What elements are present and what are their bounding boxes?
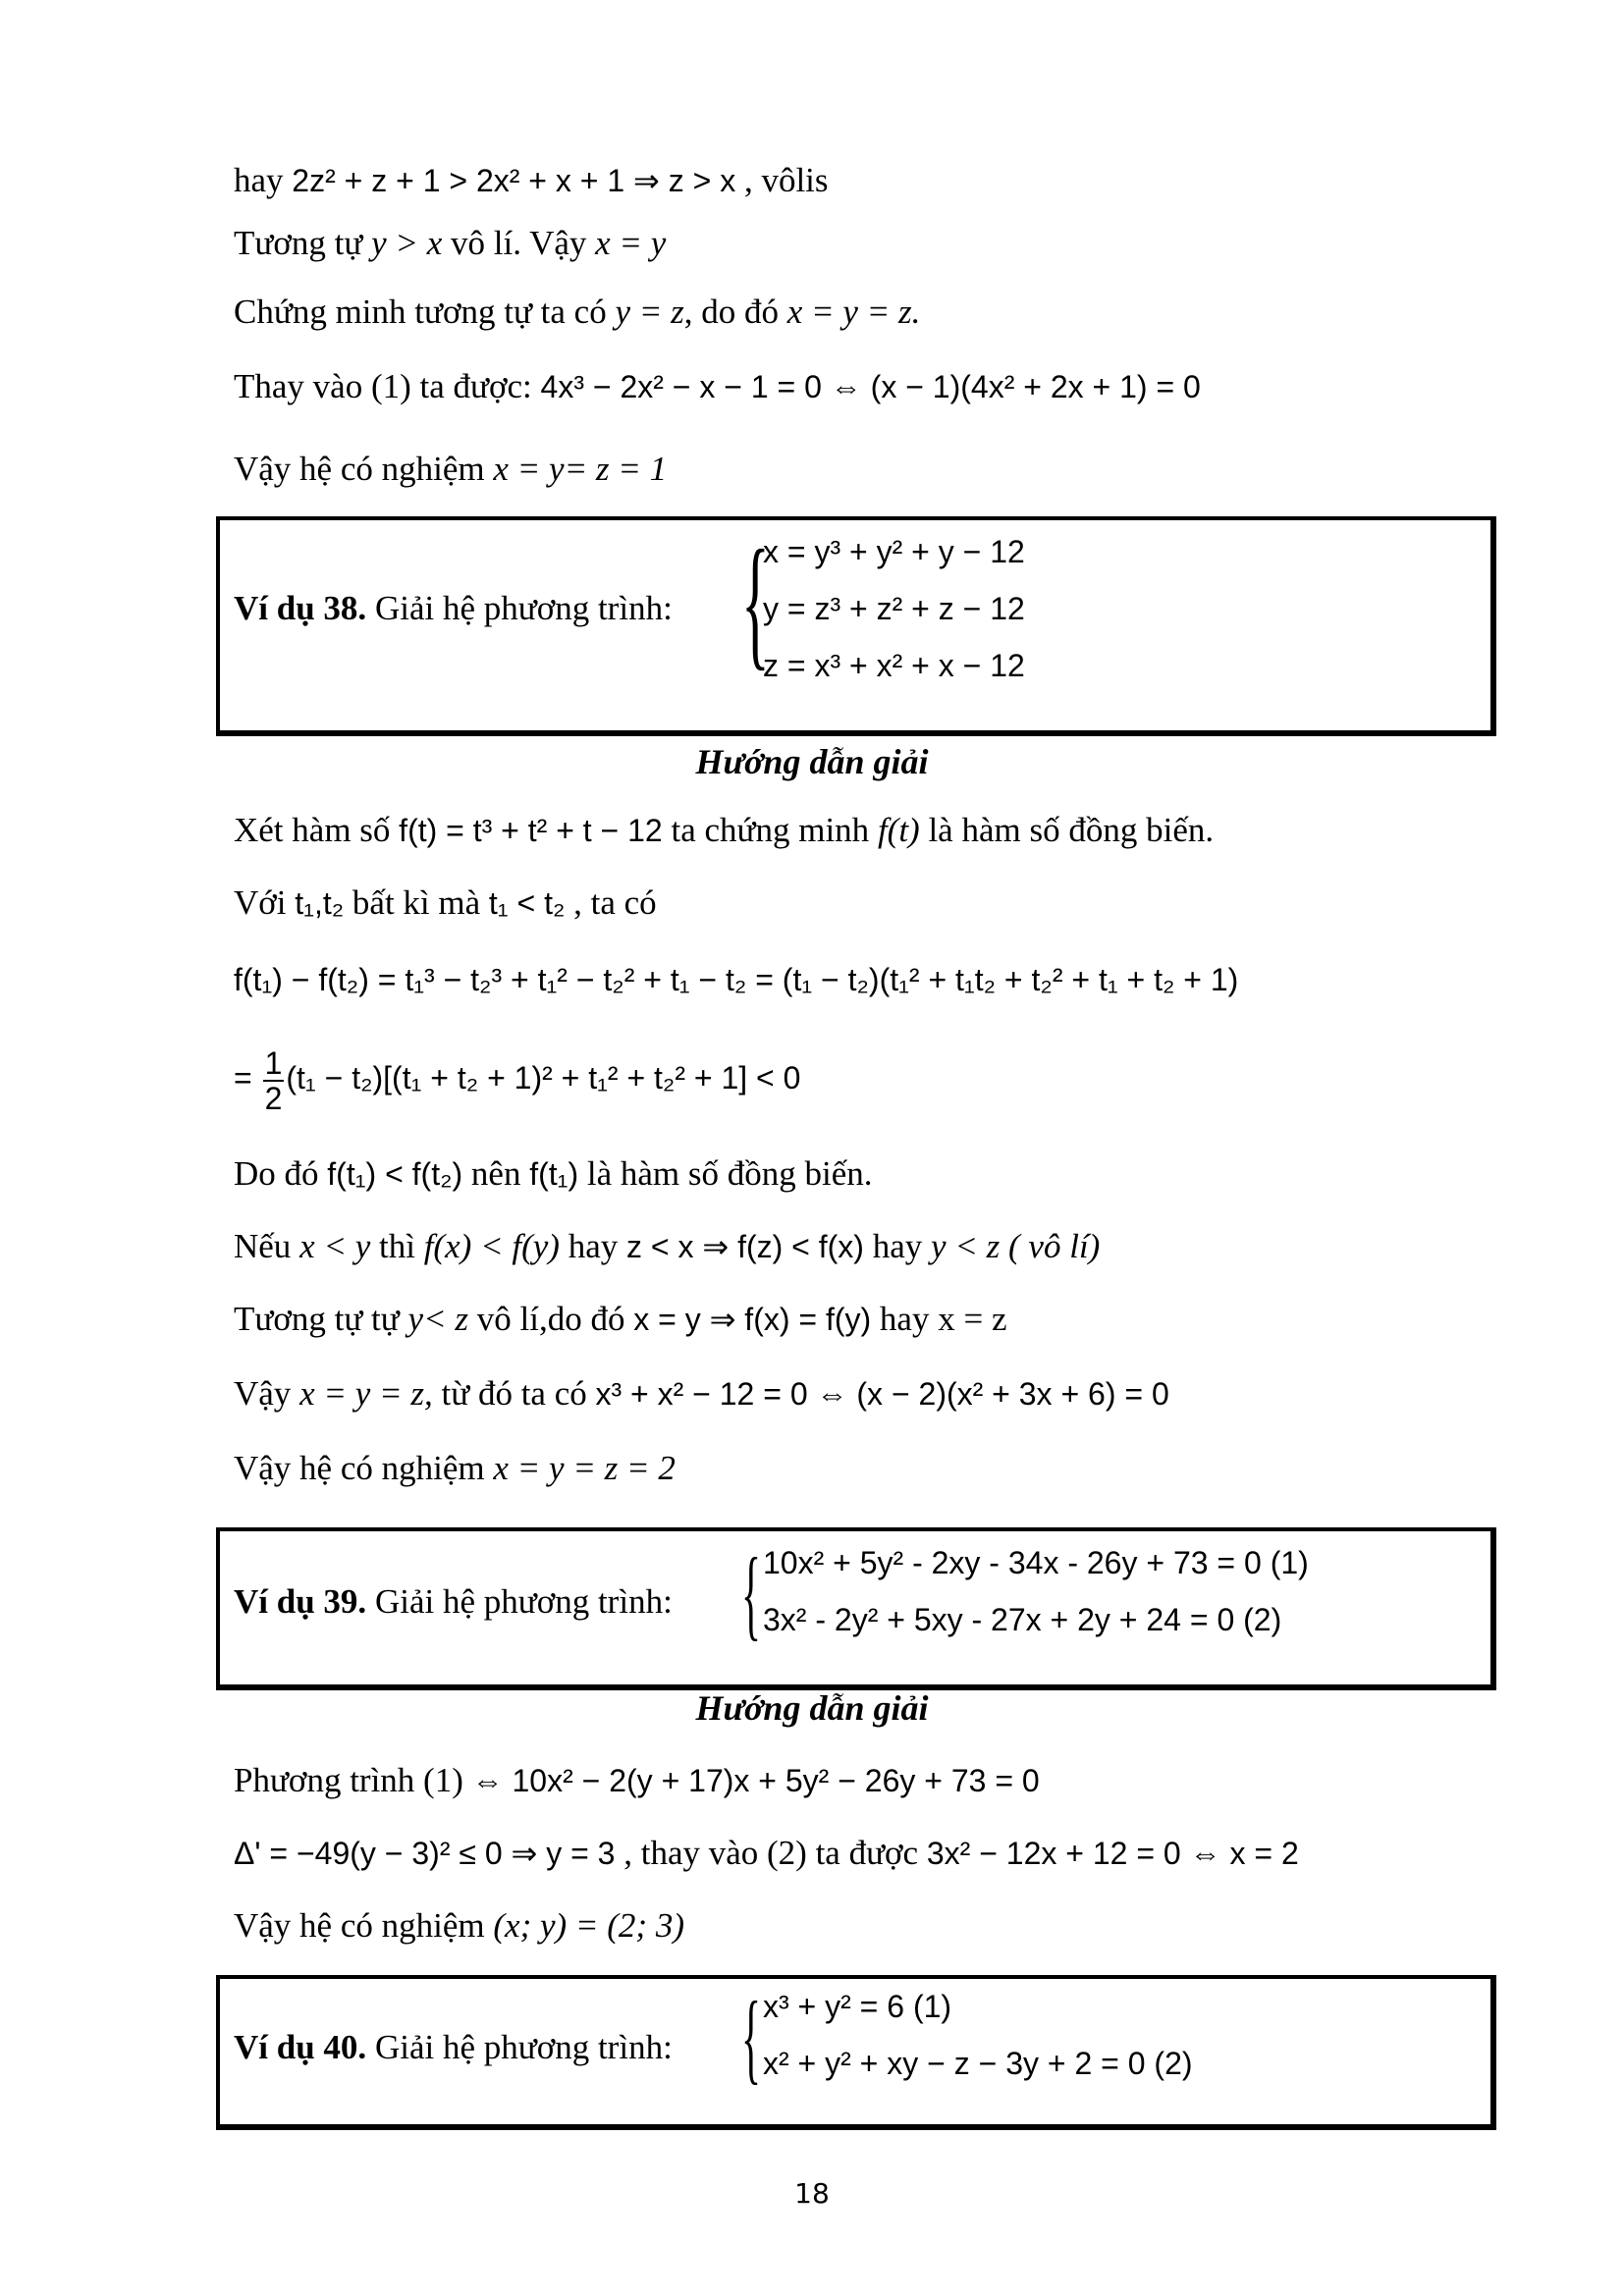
- system-equation: 3x² - 2y² + 5xy - 27x + 2y + 24 = 0 (2): [763, 1602, 1282, 1637]
- text: là hàm số đồng biến.: [919, 811, 1215, 849]
- fraction: [263, 1046, 285, 1115]
- math-expression: z < x ⇒ f(z) < f(x): [626, 1229, 864, 1264]
- system-equation: y = z³ + z² + z − 12: [763, 591, 1025, 626]
- text: Xét hàm số: [234, 811, 400, 849]
- text: Vậy hệ có nghiệm: [234, 1449, 494, 1487]
- text: Nếu: [234, 1227, 300, 1265]
- example-prompt: Giải hệ phương trình:: [366, 1582, 673, 1621]
- text: hay: [234, 161, 293, 199]
- math-expression: ⇔ 10x² − 2(y + 17)x + 5y² − 26y + 73 = 0: [471, 1763, 1040, 1798]
- text: thì: [370, 1227, 424, 1265]
- brace-icon: {: [741, 1537, 761, 1650]
- example-38-box: [216, 516, 1496, 736]
- math-inline: x = y = z.: [786, 293, 921, 331]
- system-equation: 10x² + 5y² - 2xy - 34x - 26y + 73 = 0 (1): [763, 1545, 1309, 1580]
- example-prompt: Giải hệ phương trình:: [366, 2028, 673, 2066]
- text-line: [234, 222, 666, 265]
- math-inline: x = y: [595, 224, 667, 262]
- text: , vôlis: [735, 161, 829, 199]
- math-expression: 3x² − 12x + 12 = 0 ⇔ x = 2: [926, 1836, 1299, 1871]
- text-line: [234, 365, 1201, 408]
- text: hay: [559, 1227, 627, 1265]
- system-equation: x² + y² + xy − z − 3y + 2 = 0 (2): [763, 2046, 1193, 2081]
- math-inline: f(t): [877, 811, 920, 849]
- math-inline: y > x: [371, 224, 443, 262]
- math-expression: f(t₁) − f(t₂) = t₁³ − t₂³ + t₁² − t₂² + t₁ − t₂ = (t₁ − t₂)(t₁² + t₁t₂ + t₂² + t₁ + t₂ + 1): [234, 962, 1239, 997]
- example-prompt: Giải hệ phương trình:: [366, 589, 673, 627]
- text: hay x = z: [871, 1300, 1007, 1338]
- math-expression: =: [234, 1060, 261, 1095]
- text: nên: [462, 1154, 530, 1193]
- system-equation: z = x³ + x² + x − 12: [763, 648, 1025, 683]
- text: là hàm số đồng biến.: [578, 1154, 873, 1193]
- example-39-box: [216, 1527, 1496, 1690]
- fraction-numerator: 1: [264, 1044, 283, 1081]
- text: Chứng minh tương tự ta có: [234, 293, 616, 331]
- text: vô lí,do đó: [468, 1300, 634, 1338]
- math-expression: (t₁ − t₂)[(t₁ + t₂ + 1)² + t₁² + t₂² + 1] < 0: [286, 1060, 801, 1095]
- math-inline: x = y = z = 2: [493, 1449, 676, 1487]
- math-expression: x = y ⇒ f(x) = f(y): [633, 1302, 872, 1337]
- text-line: [234, 881, 657, 925]
- math-inline: (x; y) = (2; 3): [493, 1906, 684, 1945]
- math-expression: f(t) = t³ + t² + t − 12: [399, 813, 663, 848]
- math-expression: x³ + x² − 12 = 0 ⇔ (x − 2)(x² + 3x + 6) = 0: [595, 1376, 1169, 1412]
- math-expression: f(t₁) < f(t₂): [327, 1156, 463, 1192]
- section-heading: Hướng dẫn giải: [695, 1688, 929, 1728]
- math-inline: y = z: [615, 293, 684, 331]
- text-line: [234, 1225, 1100, 1268]
- text: hay: [863, 1227, 931, 1265]
- math-inline: x = y= z = 1: [493, 450, 668, 488]
- math-expression: 2z² + z + 1 > 2x² + x + 1 ⇒ z > x: [292, 163, 736, 198]
- text-line: [234, 1039, 800, 1117]
- math-inline: x < y: [299, 1227, 371, 1265]
- text-line: [234, 1447, 676, 1490]
- example-number: Ví dụ 39.: [234, 1582, 367, 1621]
- text-line: [234, 1372, 1169, 1415]
- math-expression: 4x³ − 2x² − x − 1 = 0 ⇔ (x − 1)(4x² + 2x + 1) = 0: [540, 369, 1201, 404]
- example-40-label: [234, 2026, 673, 2069]
- math-expression: t₁ < t₂: [488, 885, 566, 921]
- text: từ đó ta có: [432, 1374, 596, 1413]
- text-line: [234, 1759, 1040, 1802]
- text-line: [234, 448, 667, 491]
- text: Vậy hệ có nghiệm: [234, 450, 494, 488]
- text: , ta có: [565, 883, 657, 922]
- example-number: Ví dụ 38.: [234, 589, 367, 627]
- section-heading: Hướng dẫn giải: [695, 742, 929, 781]
- text: vô lí. Vậy: [442, 224, 596, 262]
- system-equation: x = y³ + y² + y − 12: [763, 534, 1025, 569]
- text: Phương trình (1): [234, 1761, 472, 1799]
- example-38-label: [234, 587, 673, 630]
- text: Tương tự tự: [234, 1300, 408, 1338]
- text: Vậy: [234, 1374, 300, 1413]
- brace-icon: {: [741, 520, 770, 683]
- text: Thay vào (1) ta được:: [234, 367, 541, 405]
- math-expression: Δ' = −49(y − 3)² ≤ 0 ⇒ y = 3: [234, 1836, 616, 1871]
- text: Với: [234, 883, 296, 922]
- page-number: 18: [794, 2177, 830, 2210]
- text: bất kì mà: [344, 883, 489, 922]
- text-line: [234, 159, 829, 202]
- text: Tương tự: [234, 224, 372, 262]
- text-line: [234, 958, 1238, 1001]
- text: , do đó: [683, 293, 787, 331]
- math-inline: x = y = z,: [299, 1374, 433, 1413]
- text-line: [234, 809, 1214, 852]
- example-number: Ví dụ 40.: [234, 2028, 367, 2066]
- text-line: [234, 1904, 684, 1948]
- math-expression: t₁,t₂: [295, 885, 345, 921]
- fraction-denominator: 2: [264, 1080, 283, 1116]
- system-equation: x³ + y² = 6 (1): [763, 1989, 952, 2024]
- text: Vậy hệ có nghiệm: [234, 1906, 494, 1945]
- example-39-label: [234, 1580, 673, 1624]
- brace-icon: {: [741, 1981, 761, 2094]
- math-inline: y< z: [407, 1300, 469, 1338]
- math-inline: y < z ( vô lí): [931, 1227, 1101, 1265]
- math-expression: f(t₁): [529, 1156, 579, 1192]
- example-40-box: [216, 1975, 1496, 2130]
- math-inline: f(x) < f(y): [423, 1227, 560, 1265]
- text: ta chứng minh: [662, 811, 878, 849]
- text-line: [234, 1298, 1006, 1341]
- text-line: [234, 291, 920, 334]
- text: Do đó: [234, 1154, 328, 1193]
- text: , thay vào (2) ta được: [615, 1834, 927, 1872]
- text-line: [234, 1832, 1299, 1875]
- text-line: [234, 1152, 873, 1196]
